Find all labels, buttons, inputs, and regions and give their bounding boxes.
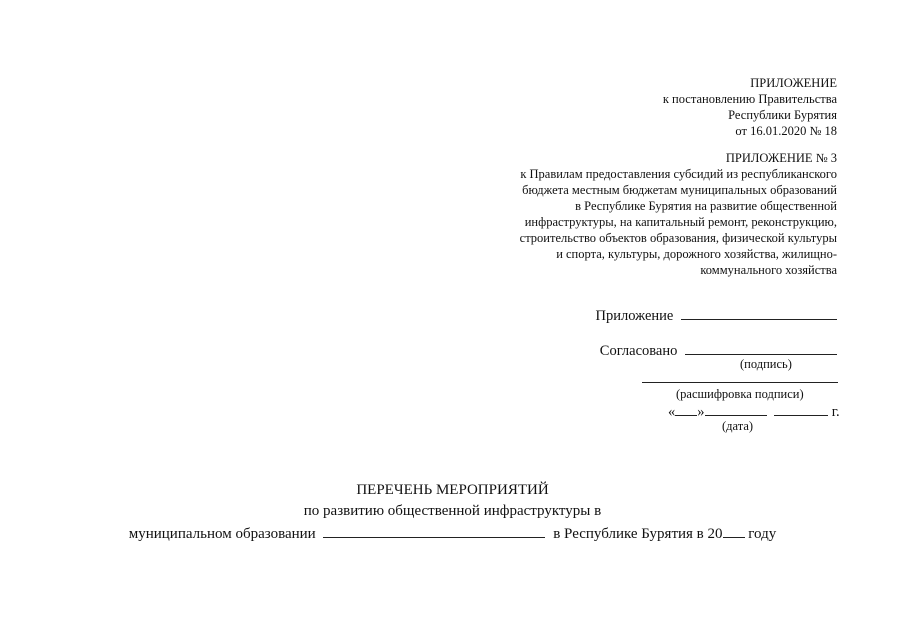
appendix3-line: строительство объектов образования, физической культуры [519, 231, 837, 245]
date-close-quote: » [697, 404, 705, 420]
document-subtitle: по развитию общественной инфраструктуры в [303, 503, 602, 519]
signature-decoding-line[interactable] [642, 368, 838, 383]
agreed-field [600, 341, 837, 360]
date-open-quote: « [668, 404, 676, 420]
appendix3-line: и спорта, культуры, дорожного хозяйства, жилищно- [556, 247, 837, 261]
appendix-line-1: к постановлению Правительства [662, 92, 837, 106]
document-title: ПЕРЕЧЕНЬ МЕРОПРИЯТИЙ [356, 482, 549, 498]
document-title-line3 [0, 524, 905, 543]
appendix3-line: к Правилам предоставления субсидий из республиканского [520, 167, 837, 181]
signature-caption: (подпись) [740, 357, 792, 371]
date-month-line[interactable] [705, 402, 767, 416]
appendix3-line: инфраструктуры, на капитальный ремонт, реконструкцию, [524, 215, 837, 229]
appendix3-line: коммунального хозяйства [700, 263, 837, 277]
year-line[interactable] [723, 524, 745, 538]
appendix3-line: в Республике Бурятия на развитие общественной [575, 199, 837, 213]
appendix-field-line[interactable] [681, 306, 837, 320]
date-field [668, 402, 840, 421]
date-year-line[interactable] [774, 402, 828, 416]
appendix3-line: бюджета местным бюджетам муниципальных образований [522, 183, 837, 197]
agreed-label: Согласовано [599, 343, 678, 359]
appendix-date-number: от 16.01.2020 № 18 [735, 124, 837, 138]
appendix-line-2: Республики Бурятия [728, 108, 837, 122]
appendix3-title: ПРИЛОЖЕНИЕ № 3 [725, 151, 837, 165]
signature-decoding-caption: (расшифровка подписи) [676, 387, 804, 401]
municipality-name-line[interactable] [323, 524, 545, 538]
signature-line[interactable] [685, 341, 837, 355]
year-label: году [748, 526, 777, 542]
year-suffix: г. [831, 404, 840, 420]
appendix-field [596, 306, 837, 325]
appendix-title: ПРИЛОЖЕНИЕ [750, 76, 837, 90]
date-caption: (дата) [722, 419, 754, 433]
municipality-label: муниципальном образовании [128, 526, 316, 542]
appendix-field-label: Приложение [595, 308, 674, 324]
republic-year-label: в Республике Бурятия в 20 [553, 526, 723, 542]
date-day-line[interactable] [675, 402, 697, 416]
